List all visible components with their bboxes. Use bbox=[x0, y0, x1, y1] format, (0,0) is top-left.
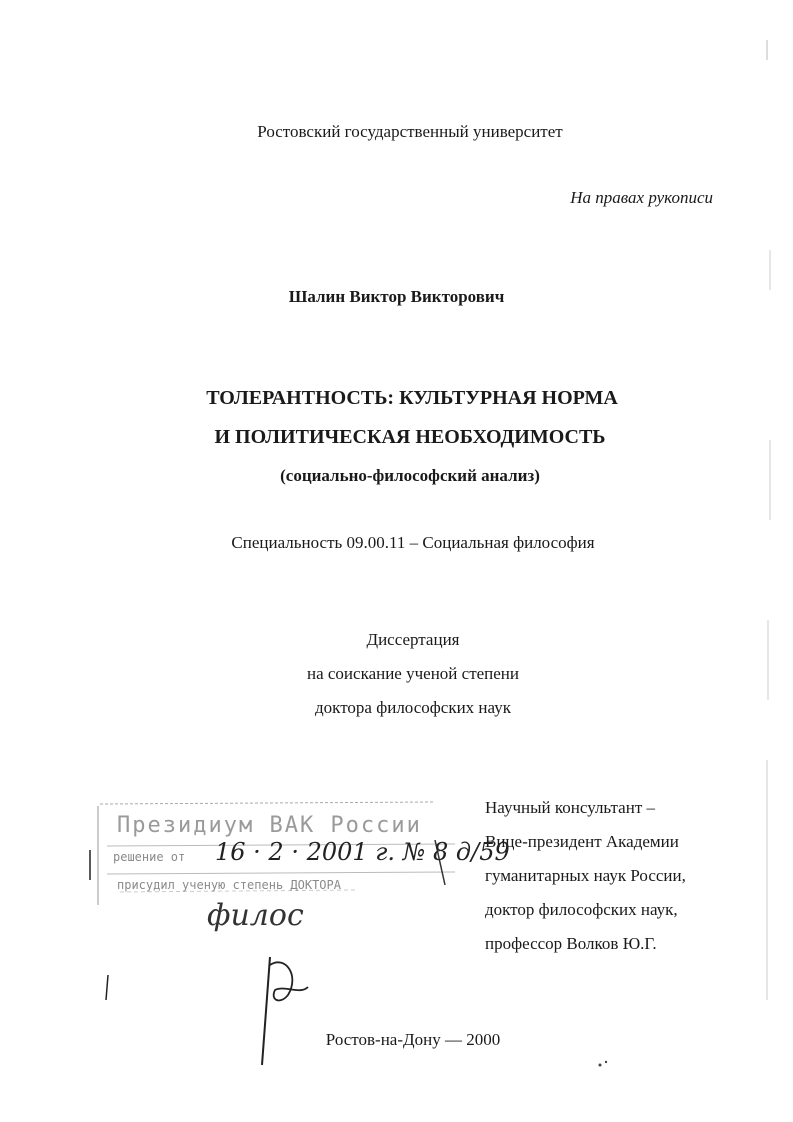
stamp-handwritten-field: филос bbox=[207, 898, 304, 933]
dissertation-line-3: доктора философских наук bbox=[315, 698, 511, 717]
dissertation-line-2: на соискание ученой степени bbox=[306, 664, 520, 683]
manuscript-note: На правах рукописи bbox=[570, 188, 713, 207]
consultant-line-3: гуманитарных наук России, bbox=[485, 866, 686, 885]
specialty: Специальность 09.00.11 – Социальная философия bbox=[231, 533, 595, 552]
dissertation-line-1: Диссертация bbox=[366, 630, 460, 649]
stamp-line-3: присудил ученую степень ДОКТОРА bbox=[117, 878, 341, 892]
author-name: Шалин Виктор Викторович bbox=[288, 287, 505, 306]
title-line-2: И ПОЛИТИЧЕСКАЯ НЕОБХОДИМОСТЬ bbox=[214, 426, 606, 448]
title-subtitle: (социально-философский анализ) bbox=[280, 466, 540, 485]
stamp-decision-handwritten: 16 · 2 · 2001 г. № 8 д/59 bbox=[215, 838, 510, 866]
consultant-line-1: Научный консультант – bbox=[485, 798, 655, 817]
consultant-line-5: профессор Волков Ю.Г. bbox=[485, 934, 657, 953]
university-name: Ростовский государственный университет bbox=[257, 122, 563, 141]
stamp-header: Президиум ВАК России bbox=[117, 813, 422, 838]
consultant-line-4: доктор философских наук, bbox=[485, 900, 678, 919]
city-year: Ростов-на-Дону — 2000 bbox=[325, 1030, 501, 1049]
consultant-line-2: Вице-президент Академии bbox=[485, 832, 679, 851]
stamp-decision-label: решение от bbox=[113, 850, 186, 864]
title-line-1: ТОЛЕРАНТНОСТЬ: КУЛЬТУРНАЯ НОРМА bbox=[206, 387, 618, 409]
